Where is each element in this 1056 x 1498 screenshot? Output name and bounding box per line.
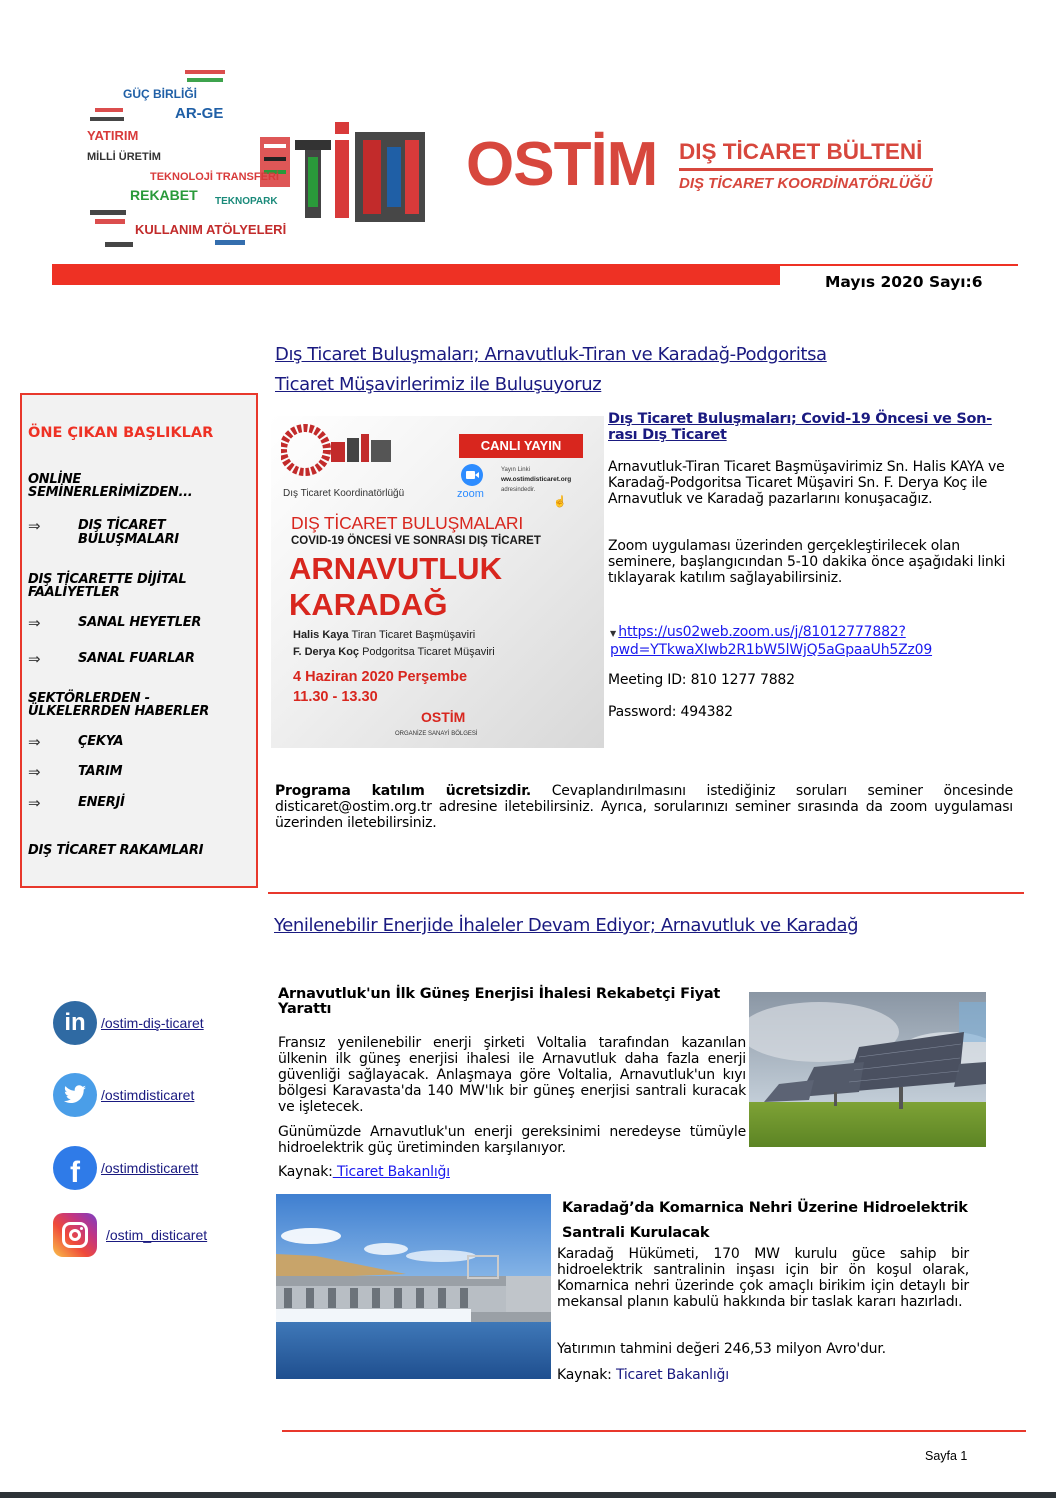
logo-word: GÜÇ BİRLİĞİ — [123, 87, 197, 101]
bulletin-title: DIŞ TİCARET BÜLTENİ — [679, 139, 923, 164]
item-line: ENERJİ — [78, 795, 125, 810]
highlights-sidebar — [20, 393, 258, 888]
logo-word: KULLANIM ATÖLYELERİ — [135, 222, 287, 237]
sidebar-item-tarim[interactable] — [28, 765, 122, 779]
poster-speaker-1 — [293, 628, 475, 642]
section-1-title-line-2[interactable]: Ticaret Müşavirlerimiz ile Buluşuyoruz — [275, 374, 602, 395]
twitter-icon[interactable] — [53, 1073, 97, 1117]
category-line: SEMİNERLERİMİZDEN... — [28, 485, 193, 500]
seminar-article-title[interactable] — [608, 411, 1008, 443]
twitter-handle[interactable]: /ostimdisticaret — [101, 1087, 195, 1103]
hydroelectric-dam-photo — [276, 1194, 551, 1379]
poster-footer-brand: OSTİM — [421, 709, 466, 725]
solar-panels-photo — [749, 992, 986, 1147]
source-link[interactable]: Ticaret Bakanlığı — [611, 1367, 729, 1383]
logo-word: YATIRIM — [87, 128, 139, 143]
seminar-paragraph-1: Arnavutluk-Tiran Ticaret Başmüşavirimiz Sn. Halis KAYA ve Karadağ-Podgoritsa Ticaret Müşaviri Sn. F. Derya Koç ile Arnavutluk ve Karadağ pazarlarını konuşacağız. — [608, 459, 1005, 507]
source-label: Kaynak: — [557, 1367, 612, 1383]
hydro-title-line-2: Santrali Kurulacak — [562, 1225, 710, 1241]
speaker-2-name: F. Derya Koç — [293, 646, 360, 658]
page-number: Sayfa 1 — [925, 1449, 968, 1463]
sidebar-item-enerji[interactable] — [28, 796, 125, 810]
poster-org: Dış Ticaret Koordinatörlüğü — [283, 488, 405, 499]
event-poster — [271, 416, 604, 748]
arrow-right-icon: ⇒ — [28, 763, 41, 781]
arrow-right-icon: ⇒ — [28, 733, 41, 751]
arrow-right-icon: ⇒ — [28, 517, 41, 535]
category-line: FAALİYETLER — [28, 585, 120, 600]
section-1-title[interactable] — [275, 340, 827, 400]
hydro-article-paragraph-1: Karadağ Hükümeti, 170 MW kurulu güce sahip bir hidroelektrik santralinin inşası için bir ön koşul olarak, Komarnica nehri üzerinde çok amaçlı birikim için detaylı bir mekansal planın kabulü hakkında bir taslak kararı hazırladı. — [557, 1246, 969, 1310]
footer-divider — [282, 1430, 1026, 1432]
sidebar-category-trade-figures[interactable]: DIŞ TİCARET RAKAMLARI — [28, 843, 204, 858]
poster-country-2: KARADAĞ — [289, 587, 448, 622]
arrow-right-icon: ⇒ — [28, 614, 41, 632]
zoom-link-line-1[interactable]: https://us02web.zoom.us/j/81012777882? — [618, 624, 906, 640]
sidebar-item-cekya[interactable] — [28, 735, 123, 749]
section-1-title-line-1[interactable]: Dış Ticaret Buluşmaları; Arnavutluk-Tiran ve Karadağ-Podgoritsa — [275, 344, 827, 365]
speaker-2-role: Podgoritsa Ticaret Müşaviri — [362, 646, 495, 658]
seminar-title-line-1[interactable]: Dış Ticaret Buluşmaları; Covid-19 Öncesi ve Son- — [608, 411, 992, 427]
twitter-link[interactable] — [53, 1073, 194, 1117]
hydro-article-title — [562, 1196, 982, 1246]
item-line: SANAL HEYETLER — [78, 615, 202, 630]
logo-word: TEKNOLOJİ TRANSFERİ — [150, 171, 279, 183]
item-line: DIŞ TİCARET — [78, 518, 166, 533]
participation-note-text: Cevaplandırılmasını istediğiniz soruları seminer öncesinde disticaret@ostim.org.tr adresine iletebilirsiniz. Ayrıca, sorularınızı seminer sırasında da zoom uygulaması üzerinden iletebilirsiniz. — [275, 783, 1013, 831]
zoom-wordmark: zoom — [457, 488, 484, 500]
poster-event-title: DIŞ TİCARET BULUŞMALARI — [291, 513, 524, 533]
instagram-handle[interactable]: /ostim_disticaret — [106, 1227, 208, 1243]
meeting-id: Meeting ID: 810 1277 7882 — [608, 672, 795, 688]
category-line: ONLİNE — [28, 472, 82, 487]
facebook-handle[interactable]: /ostimdisticarett — [101, 1160, 199, 1176]
seminar-title-line-2[interactable]: rası Dış Ticaret — [608, 427, 727, 443]
item-line: SANAL FUARLAR — [78, 651, 195, 666]
category-line: DIŞ TİCARETTE DİJİTAL — [28, 572, 187, 587]
solar-article-paragraph-2: Günümüzde Arnavutluk'un enerji gereksinimi neredeyse tümüyle hidroelektrik güç üretiminden karşılanıyor. — [278, 1124, 746, 1156]
sidebar-heading: ÖNE ÇIKAN BAŞLIKLAR — [28, 425, 214, 441]
stream-url: ww.ostimdisticaret.org — [501, 476, 572, 483]
arrow-right-icon: ⇒ — [28, 650, 41, 668]
speaker-1-name: Halis Kaya — [293, 629, 349, 641]
bullet-icon: ▼ — [610, 629, 619, 638]
poster-speaker-2 — [293, 645, 495, 659]
poster-footer-org: ORGANİZE SANAYİ BÖLGESİ — [395, 731, 478, 737]
bulletin-divider — [679, 168, 933, 171]
zoom-link-line-2[interactable]: pwd=YTkwaXIwb2R1bW5lWjQ5aGpaaUh5Zz09 — [610, 642, 933, 658]
sidebar-category-digital-activities[interactable] — [28, 573, 186, 599]
item-line: BULUŞMALARI — [78, 532, 179, 547]
hydro-article-source — [557, 1367, 729, 1383]
stream-suffix: adresindedir. — [501, 487, 536, 493]
hydro-article-paragraph-2: Yatırımın tahmini değeri 246,53 milyon Avro'dur. — [557, 1341, 886, 1357]
bulletin-subtitle: DIŞ TİCARET KOORDİNATÖRLÜĞÜ — [679, 175, 933, 192]
section-divider — [268, 892, 1024, 894]
zoom-icon — [461, 464, 483, 486]
issue-label: Mayıs 2020 Sayı:6 — [825, 273, 983, 291]
pointer-hand-icon: ☝ — [553, 496, 567, 508]
logo-word: MİLLİ ÜRETİM — [87, 151, 161, 163]
poster-date: 4 Haziran 2020 Perşembe — [293, 669, 468, 685]
poster-event-subtitle: COVID-19 ÖNCESİ VE SONRASI DIŞ TİCARET — [291, 535, 541, 547]
solar-article-paragraph-1: Fransız yenilenebilir enerji şirketi Voltalia tarafından kazanılan ülkenin ilk güneş enerjisi ihalesi ile Arnavutluk daha fazla enerji güvenliği sağlayacak. Anlaşmaya göre Voltalia, Arnavutluk'un kıyı bölgesi Karavasta'da 140 MW'lık bir güneş enerjisi santrali kuracak ve işletecek. — [278, 1035, 746, 1115]
zoom-meeting-link[interactable] — [610, 624, 1020, 658]
live-badge: CANLI YAYIN — [459, 434, 583, 458]
participation-note-bold: Programa katılım ücretsizdir. — [275, 783, 532, 799]
ostim-word-cloud-logo — [75, 62, 440, 254]
stream-label: Yayın Linki — [501, 467, 530, 473]
poster-country-1: ARNAVUTLUK — [289, 551, 502, 586]
sidebar-item-sanal-heyetler[interactable] — [28, 616, 201, 630]
item-line: ÇEKYA — [78, 734, 124, 749]
source-label: Kaynak: — [278, 1164, 333, 1180]
linkedin-link[interactable] — [53, 1001, 204, 1045]
category-line: SEKTÖRLERDEN - — [28, 691, 150, 706]
meeting-password: Password: 494382 — [608, 704, 733, 720]
item-line: TARIM — [78, 764, 123, 779]
viewer-bottom-bar — [0, 1492, 1056, 1498]
instagram-link[interactable] — [53, 1213, 207, 1257]
facebook-icon[interactable]: f — [53, 1146, 97, 1190]
poster-time: 11.30 - 13.30 — [293, 689, 378, 705]
sidebar-category-online-seminars[interactable] — [28, 473, 192, 499]
linkedin-icon[interactable]: in — [53, 1001, 97, 1045]
logo-word: REKABET — [130, 187, 198, 203]
linkedin-handle[interactable]: /ostim-diş-ticaret — [101, 1015, 204, 1031]
arrow-right-icon: ⇒ — [28, 794, 41, 812]
solar-article-source — [278, 1164, 450, 1180]
sidebar-category-sector-news[interactable] — [28, 692, 209, 718]
speaker-1-role: Tiran Ticaret Başmüşaviri — [351, 629, 476, 641]
poster-ostim-logo — [281, 424, 401, 476]
header-red-bar — [52, 265, 780, 285]
sidebar-item-dis-ticaret-bulusmalari[interactable] — [28, 519, 179, 547]
logo-word: TEKNOPARK — [215, 196, 278, 207]
solar-article-title: Arnavutluk'un İlk Güneş Enerjisi İhalesi Rekabetçi Fiyat Yarattı — [278, 986, 721, 1017]
brand-name: OSTİM — [466, 130, 658, 199]
facebook-link[interactable] — [53, 1146, 198, 1190]
sidebar-item-sanal-fuarlar[interactable] — [28, 652, 195, 666]
instagram-icon[interactable] — [53, 1213, 97, 1257]
category-line: ÜLKELERRDEN HABERLER — [28, 704, 209, 719]
participation-note — [275, 783, 1013, 831]
seminar-paragraph-2: Zoom uygulaması üzerinden gerçekleştirilecek olan seminere, başlangıcından 5-10 dakika önce aşağıdaki linki tıklayarak katılım sağlayabilirsiniz. — [608, 538, 1006, 586]
source-link[interactable]: Ticaret Bakanlığı — [332, 1164, 450, 1180]
logo-word: AR-GE — [175, 105, 224, 122]
section-2-title[interactable]: Yenilenebilir Enerjide İhaleler Devam Ediyor; Arnavutluk ve Karadağ — [274, 915, 859, 936]
hydro-title-line-1: Karadağ’da Komarnica Nehri Üzerine Hidroelektrik — [562, 1200, 968, 1216]
